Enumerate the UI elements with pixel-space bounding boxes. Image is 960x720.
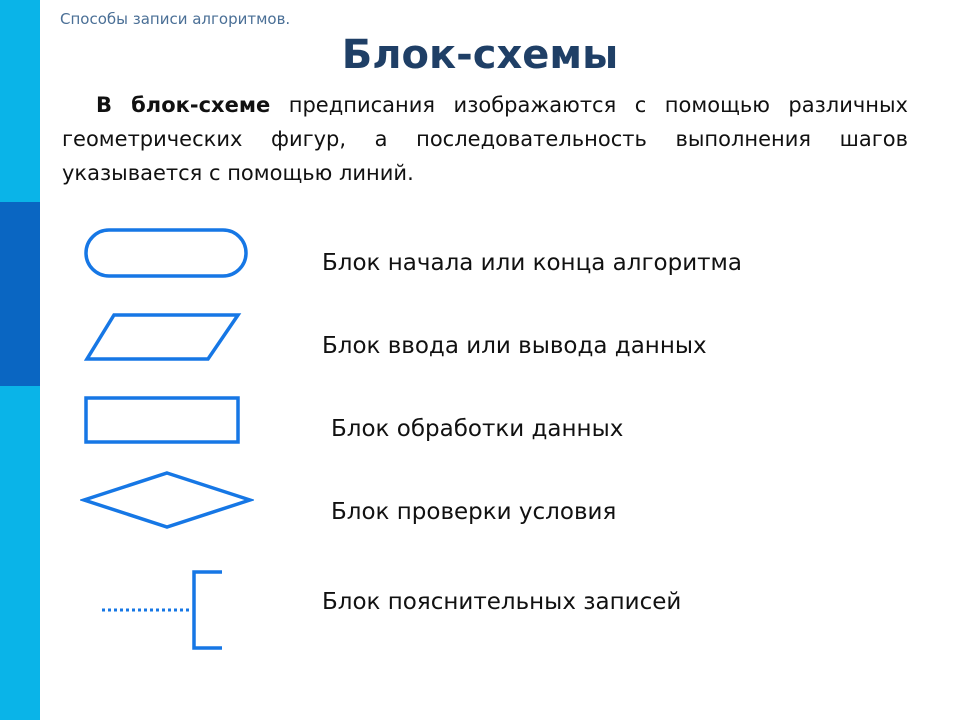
sidebar-segment-bottom	[0, 386, 40, 720]
slide-title: Блок-схемы	[341, 32, 619, 78]
sidebar-segment-middle	[0, 202, 40, 386]
parallelogram-icon	[84, 312, 242, 362]
block-label-start-end: Блок начала или конца алгоритма	[322, 250, 742, 276]
intro-text: предписания изображаются с помощью различных геометрических фигур, а последовательность выполнения шагов указывается с помощью линий.	[62, 93, 908, 185]
slide-subtitle: Способы записи алгоритмов.	[60, 10, 291, 28]
block-label-input-output: Блок ввода или вывода данных	[322, 333, 707, 359]
block-label-comment: Блок пояснительных записей	[322, 589, 682, 615]
sidebar-segment-top	[0, 0, 40, 202]
block-label-condition: Блок проверки условия	[331, 499, 617, 525]
sidebar-accent	[0, 0, 40, 720]
rectangle-icon	[84, 396, 242, 446]
rounded-rectangle-icon	[84, 228, 250, 280]
intro-bold-term: В блок-схеме	[96, 93, 271, 117]
diamond-icon	[80, 470, 254, 530]
intro-paragraph	[62, 88, 908, 190]
block-label-processing: Блок обработки данных	[331, 416, 624, 442]
comment-bracket-icon	[100, 568, 226, 652]
